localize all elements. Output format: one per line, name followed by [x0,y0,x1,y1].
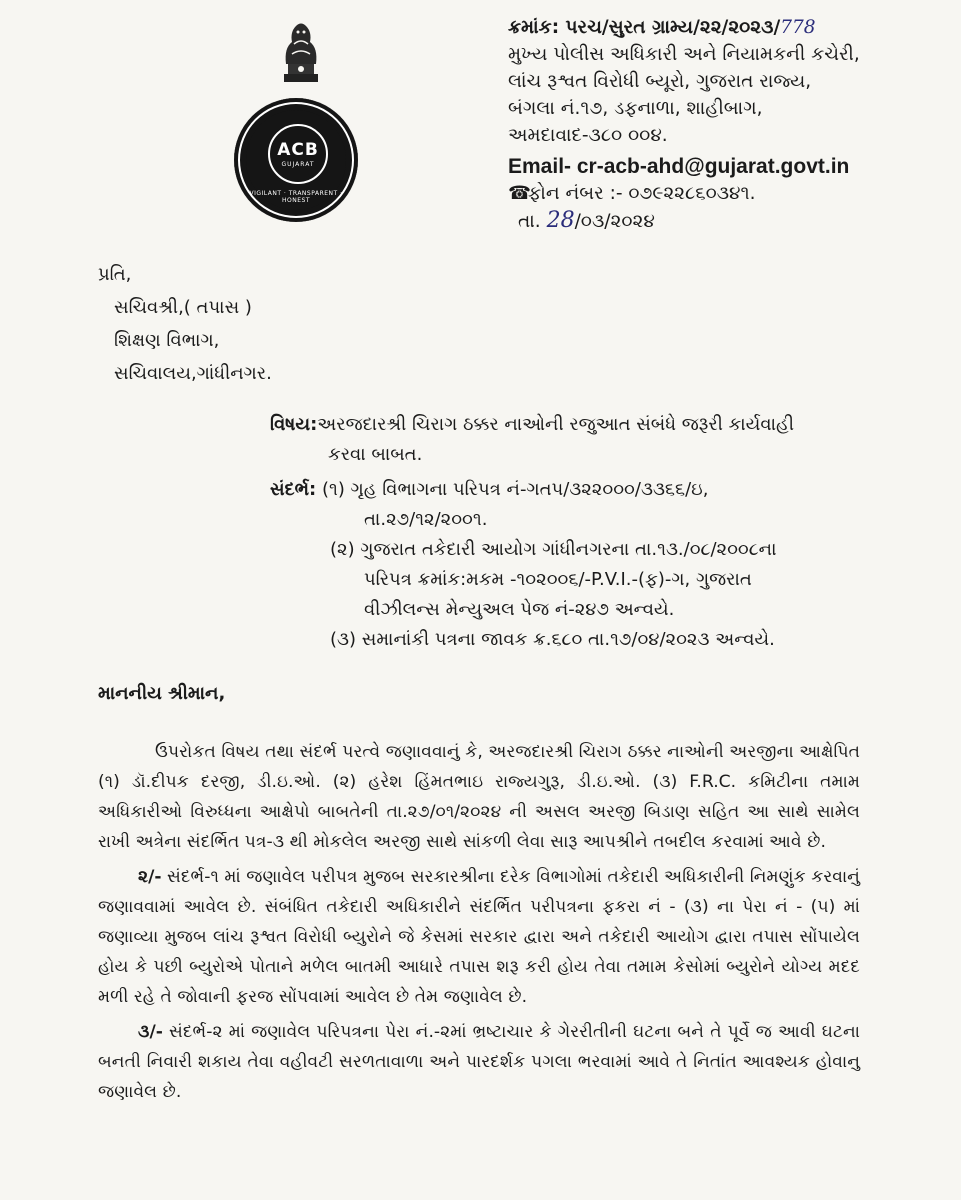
body-paragraph-1: ઉપરોકત વિષય તથા સંદર્ભ પરત્વે જણાવવાનું કે, અરજદારશ્રી ચિરાગ ઠક્કર નાઓની અરજીના આક્ષેપિત (૧) ડૉ.દીપક દરજી, ડી.ઇ.ઓ. (૨) હરેશ હિંમતભાઇ રાજ્યગુરૂ, ડી.ઇ.ઓ. (૩) F.R.C. કમિટીના તમામ અધિકારીઓ વિરુધ્ધના આક્ષેપો બાબતેની તા.૨૭/૦૧/૨૦૨૪ ની અસલ અરજી બિડાણ સહિત આ સાથે સામેલ રાખી અત્રેના સંદર્ભિત પત્ર-૩ થી મોકલેલ અરજી સાથે સાંકળી લેવા સારૂ આપશ્રીને તબદીલ કરવામાં આવે છે. [98,742,860,852]
reference-number [508,14,948,41]
body-paragraph-2 [98,862,860,1012]
acb-logo [234,98,358,222]
paragraph-text: સંદર્ભ-૨ માં જણાવેલ પરિપત્રના પેરા નં.-૨માં ભ્રષ્ટાચાર કે ગેરરીતીની ઘટના બને તે પૂર્વે જ આવી ઘટના બનતી નિવારી શકાય તેવા વહીવટી સરળતાવાળા અને પારદર્શક પગલા ભરવામાં આવે તે નિતાંત આવશ્યક હોવાનુ જણાવેલ છે. [98,1022,861,1102]
paragraph-number: ૨/- [138,867,162,887]
reference-handwritten-number: 778 [780,17,816,38]
acb-emblem [226,18,376,208]
reference-item-2-continued: વીઝીલન્સ મેન્યુઅલ પેજ નં-૨૪૭ અન્વયે. [364,599,675,620]
office-phone [508,180,948,207]
reference-item-1: (૧) ગૃહ વિભાગના પરિપત્ર નં-ગતપ/૩૨૨૦૦૦/૩૩૬૬/ઇ, [321,479,709,500]
reference-item-2-continued: પરિપત્ર ક્રમાંક:મકમ -૧૦૨૦૦૬/-P.V.I.-(ફ)-ગ, ગુજરાત [364,569,752,590]
office-line: મુખ્ય પોલીસ અધિકારી અને નિયામકની કચેરી, [508,44,860,65]
letter-body [98,737,860,1112]
acb-logo-inner [268,124,328,184]
addressee-line: શિક્ષણ વિભાગ, [114,330,220,351]
letter-date [508,207,948,235]
office-line: બંગલા નં.૧૭, ડફનાળા, શાહીબાગ, [508,98,763,119]
references-label: સંદર્ભ: [270,479,317,500]
telephone-icon: ☎ [508,183,532,204]
subject-block [270,410,910,470]
office-email[interactable]: Email- cr-acb-ahd@gujarat.govt.in [508,155,850,178]
subject-text: અરજદારશ્રી ચિરાગ ઠક્કર નાઓની રજુઆત સંબંધે જરૂરી કાર્યવાહી [317,414,794,435]
reference-item-1-continued: તા.૨૭/૧૨/૨૦૦૧. [364,509,488,530]
salutation: માનનીય શ્રીમાન, [98,683,226,704]
subject-label: વિષય: [270,414,318,435]
references-block [270,475,910,655]
office-line: લાંચ રૂશ્વત વિરોધી બ્યૂરો, ગુજરાત રાજ્ય, [508,71,812,92]
addressee-line: સચિવશ્રી,( તપાસ ) [114,297,252,318]
acb-logo-motto: VIGILANT · TRANSPARENT · HONEST [249,190,343,204]
phone-text: ફોન નંબર :- ૦૭૯૨૨૮૬૦૩૪૧. [528,183,756,204]
date-suffix: /૦૩/૨૦૨૪ [574,211,655,232]
reference-item-3: (૩) સમાનાંકી પત્રના જાવક ક્ર.૬૮૦ તા.૧૭/૦૪/૨૦૨૩ અન્વયે. [330,629,775,650]
acb-logo-text: ACB [277,139,319,160]
subject-text-continued: કરવા બાબત. [328,444,423,465]
date-prefix: તા. [518,211,541,232]
ashoka-emblem-icon [276,18,326,88]
body-paragraph-3 [98,1017,860,1107]
addressee-line: સચિવાલય,ગાંધીનગર. [114,363,272,384]
paragraph-text: સંદર્ભ-૧ માં જણાવેલ પરીપત્ર મુજબ સરકારશ્રીના દરેક વિભાગોમાં તકેદારી અધિકારીની નિમણુંક કરવાનું જણાવવામાં આવેલ છે. સંબંધિત તકેદારી અધિકારીને સંદર્ભિત પરીપત્રના ફકરા નં - (૩) ના પેરા નં - (૫) માં જણાવ્યા મુજબ લાંચ રૂશ્વત વિરોધી બ્યુરોને જે કેસમાં સરકાર દ્વારા અને તકેદારી આયોગ દ્વારા તપાસ સોંપાયેલ હોય કે પછી બ્યુરોએ પોતાને મળેલ બાતમી આધારે તપાસ શરૂ કરી હોય તેવા તમામ કેસોમાં બ્યુરોને યોગ્ય મદદ મળી રહે તે જોવાની ફરજ સોંપવામાં આવેલ છે તેમ જણાવેલ છે. [98,867,860,1007]
paragraph-number: ૩/- [138,1022,163,1042]
date-handwritten-day: 28 [546,208,575,233]
reference-item-2: (૨) ગુજરાત તકેદારી આયોગ ગાંધીનગરના તા.૧૩./૦૮/૨૦૦૮ના [330,539,777,560]
reference-label: ક્રમાંક: પરચ/સુરત ગ્રામ્ય/૨૨/૨૦૨૩/ [508,17,781,38]
acb-logo-subtext: GUJARAT [281,160,315,168]
office-header [508,14,948,235]
addressee-prefix: પ્રતિ, [98,264,132,285]
addressee-block [98,258,272,390]
office-line: અમદાવાદ-૩૮૦ ૦૦૪. [508,125,668,146]
